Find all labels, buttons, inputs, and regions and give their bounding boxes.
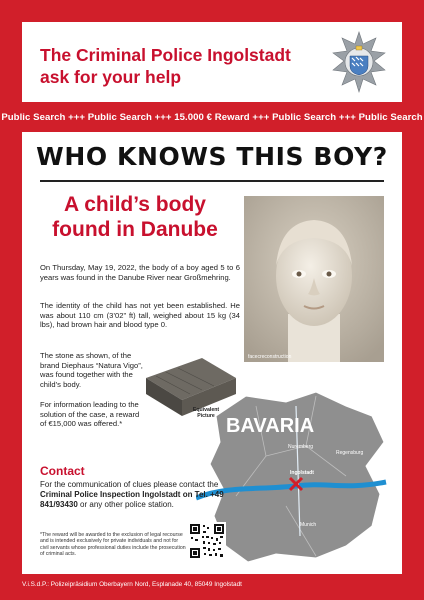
header-title-line2: ask for your help [40,67,182,87]
map-city-regensburg: Regensburg [336,450,364,456]
headline: WHO KNOWS THIS BOY? [36,142,388,171]
contact-line2: or any other police station. [77,500,174,509]
contact-phone[interactable]: Criminal Police Inspection Ingolstadt on Tel. +49 841/93430 [40,490,224,509]
contact-line1: For the communication of clues please contact the [40,480,219,489]
qr-code-icon[interactable] [188,522,226,560]
stone-caption: Equivalent Picture [192,407,220,419]
bavaria-map [196,386,396,566]
police-star-badge-icon [330,30,388,94]
paragraph-discovery: On Thursday, May 19, 2022, the body of a boy aged 5 to 6 years was found in the Danube River near Großmehring. [40,263,240,282]
paragraph-stone: The stone as shown, of the brand Diephaus “Natura Vigo”, was found together with the child’s body. [40,351,143,389]
header-title [40,44,291,88]
reward-fine-print: *The reward will be awarded to the exclusion of legal recourse and is intended exclusively for private individuals and not for civil servants whose professional duties include the prosecution of criminal acts. [40,532,186,558]
subhead-line1: A child’s body [64,193,206,216]
map-region-label: BAVARIA [226,415,315,437]
map-city-nuremberg: Nuremberg [288,444,314,450]
header-panel [22,22,402,102]
map-city-munich: Munich [300,522,317,528]
contact-text [40,480,236,510]
subhead-line2: found in Danube [52,218,218,241]
contact-title: Contact [40,464,85,478]
face-reconstruction-photo [244,196,384,362]
header-title-line1: The Criminal Police Ingolstadt [40,45,291,65]
photo-caption: facecreconstruction [248,354,292,360]
public-search-ticker: Public Search +++ Public Search +++ 15.000 € Reward +++ Public Search +++ Public Search [1,112,423,123]
paragraph-reward: For information leading to the solution of the case, a reward of €15,000 was offered.* [40,400,140,429]
map-city-ingolstadt: Ingolstadt [290,470,314,476]
headline-divider [40,180,384,182]
footer-imprint: V.i.S.d.P.: Polizeipräsidium Oberbayern Nord, Esplanade 40, 85049 Ingolstadt [22,581,242,588]
paragraph-identity: The identity of the child has not yet been established. He was about 110 cm (3’02” ft) tall, weighed about 15 kg (34 lbs), had brown hair and blood type 0. [40,301,240,330]
subheadline [32,192,238,242]
main-panel [22,132,402,574]
